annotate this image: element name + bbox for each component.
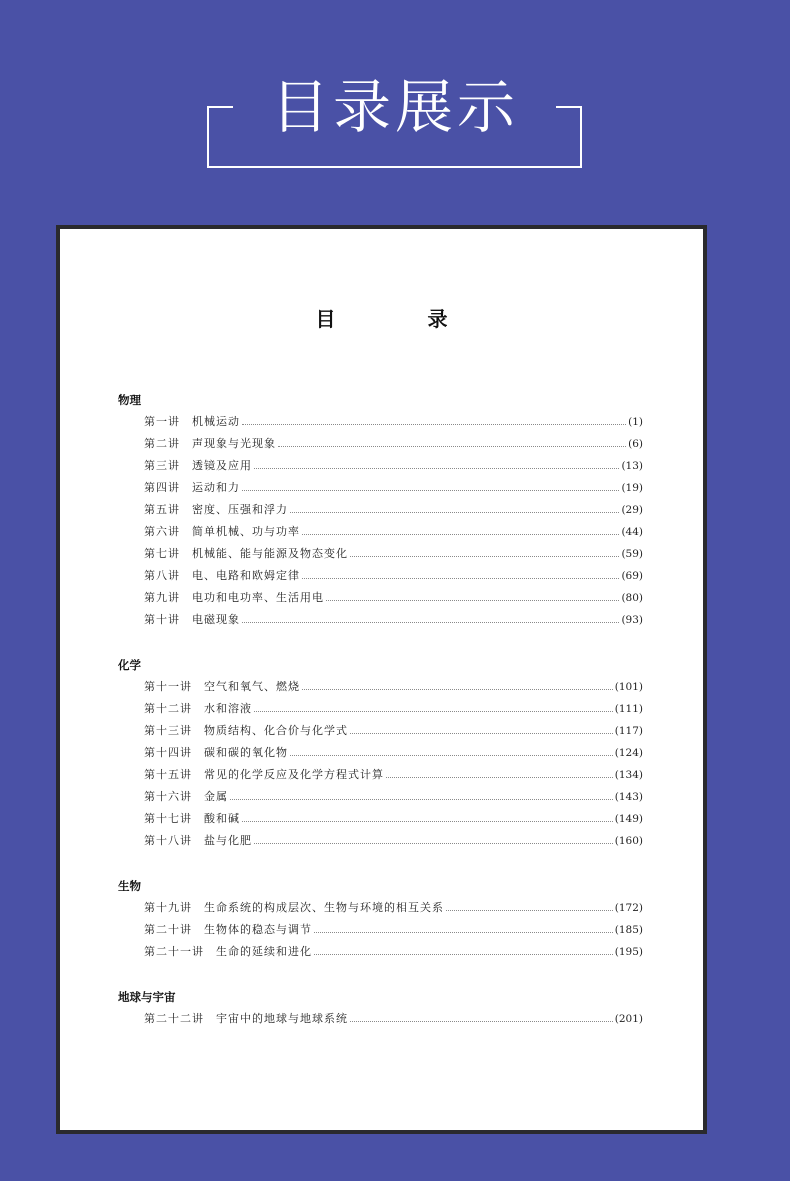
toc-entry[interactable] [118,587,643,609]
page-number: (59) [621,548,643,560]
toc-section [118,654,643,852]
entry-title: 生命的延续和进化 [216,945,312,958]
dot-leader [242,423,626,425]
page-number: (117) [614,725,643,737]
toc-entry[interactable] [118,433,643,455]
lecture-number: 第三讲 [144,459,180,472]
toc-entry[interactable] [118,565,643,587]
entry-title: 空气和氧气、燃烧 [204,680,300,693]
dot-leader [302,533,619,535]
lecture-number: 第二十一讲 [144,945,204,958]
section-heading: 化学 [118,658,141,672]
toc-entry[interactable] [118,941,643,963]
dot-leader [242,820,613,822]
toc-entry[interactable] [118,764,643,786]
dot-leader [242,621,619,623]
dot-leader [254,842,613,844]
toc-entry[interactable] [118,742,643,764]
entry-title: 电、电路和欧姆定律 [192,569,300,582]
toc-title: 目 录 [315,307,484,331]
dot-leader [278,445,626,447]
lecture-number: 第十七讲 [144,812,192,825]
lecture-number: 第七讲 [144,547,180,560]
dot-leader [230,798,613,800]
dot-leader [242,489,619,491]
dot-leader [446,909,613,911]
toc-entry[interactable] [118,499,643,521]
toc-entry[interactable] [118,919,643,941]
entry-title: 碳和碳的氧化物 [204,746,288,759]
dot-leader [290,754,613,756]
toc-entry[interactable] [118,676,643,698]
dot-leader [350,732,613,734]
page-number: (44) [621,526,643,538]
page-number: (29) [621,504,643,516]
page-number: (195) [614,946,643,958]
toc-section [118,986,643,1030]
page-number: (69) [621,570,643,582]
dot-leader [290,511,619,513]
dot-leader [302,688,613,690]
entry-title: 运动和力 [192,481,240,494]
entry-title: 机械运动 [192,415,240,428]
page-number: (111) [614,703,643,715]
section-heading: 生物 [118,879,141,893]
dot-leader [350,555,619,557]
toc-entry[interactable] [118,521,643,543]
toc-entry[interactable] [118,786,643,808]
toc-entry[interactable] [118,698,643,720]
page-number: (93) [621,614,643,626]
lecture-number: 第一讲 [144,415,180,428]
page-number: (201) [614,1013,643,1025]
entry-title: 酸和碱 [204,812,240,825]
page-number: (185) [614,924,643,936]
entry-title: 电磁现象 [192,613,240,626]
toc-section [118,389,643,631]
page-number: (134) [614,769,643,781]
entry-title: 水和溶液 [204,702,252,715]
entry-title: 密度、压强和浮力 [192,503,288,516]
dot-leader [314,931,613,933]
toc-page [56,225,707,1134]
lecture-number: 第十一讲 [144,680,192,693]
toc-entry[interactable] [118,897,643,919]
banner-title: 目录展示 [270,73,519,141]
lecture-number: 第四讲 [144,481,180,494]
dot-leader [326,599,619,601]
page-number: (160) [614,835,643,847]
lecture-number: 第十六讲 [144,790,192,803]
entry-title: 机械能、能与能源及物态变化 [192,547,348,560]
entry-title: 生命系统的构成层次、生物与环境的相互关系 [204,901,444,914]
entry-title: 简单机械、功与功率 [192,525,300,538]
lecture-number: 第二讲 [144,437,180,450]
lecture-number: 第二十二讲 [144,1012,204,1025]
lecture-number: 第十三讲 [144,724,192,737]
toc-entry[interactable] [118,609,643,631]
dot-leader [302,577,619,579]
page-number: (80) [621,592,643,604]
section-heading: 地球与宇宙 [118,990,176,1004]
page-number: (101) [614,681,643,693]
lecture-number: 第五讲 [144,503,180,516]
page-number: (13) [621,460,643,472]
dot-leader [314,953,613,955]
section-heading: 物理 [118,393,141,407]
lecture-number: 第十二讲 [144,702,192,715]
dot-leader [254,710,613,712]
toc-entry[interactable] [118,455,643,477]
page-number: (1) [628,416,643,428]
toc-entry[interactable] [118,830,643,852]
toc-entry[interactable] [118,411,643,433]
entry-title: 物质结构、化合价与化学式 [204,724,348,737]
page-number: (172) [614,902,643,914]
lecture-number: 第十讲 [144,613,180,626]
entry-title: 常见的化学反应及化学方程式计算 [204,768,384,781]
toc-entry[interactable] [118,720,643,742]
lecture-number: 第二十讲 [144,923,192,936]
toc-entry[interactable] [118,477,643,499]
entry-title: 透镜及应用 [192,459,252,472]
toc-section [118,875,643,963]
entry-title: 声现象与光现象 [192,437,276,450]
toc-entry[interactable] [118,1008,643,1030]
page-number: (149) [614,813,643,825]
entry-title: 盐与化肥 [204,834,252,847]
lecture-number: 第八讲 [144,569,180,582]
dot-leader [350,1020,613,1022]
lecture-number: 第十五讲 [144,768,192,781]
lecture-number: 第九讲 [144,591,180,604]
entry-title: 金属 [204,790,228,803]
entry-title: 生物体的稳态与调节 [204,923,312,936]
lecture-number: 第六讲 [144,525,180,538]
entry-title: 宇宙中的地球与地球系统 [216,1012,348,1025]
lecture-number: 第十八讲 [144,834,192,847]
lecture-number: 第十四讲 [144,746,192,759]
toc-entry[interactable] [118,808,643,830]
entry-title: 电功和电功率、生活用电 [192,591,324,604]
toc-entry[interactable] [118,543,643,565]
dot-leader [386,776,613,778]
dot-leader [254,467,619,469]
page-number: (6) [628,438,643,450]
lecture-number: 第十九讲 [144,901,192,914]
page-number: (19) [621,482,643,494]
page-number: (124) [614,747,643,759]
page-number: (143) [614,791,643,803]
